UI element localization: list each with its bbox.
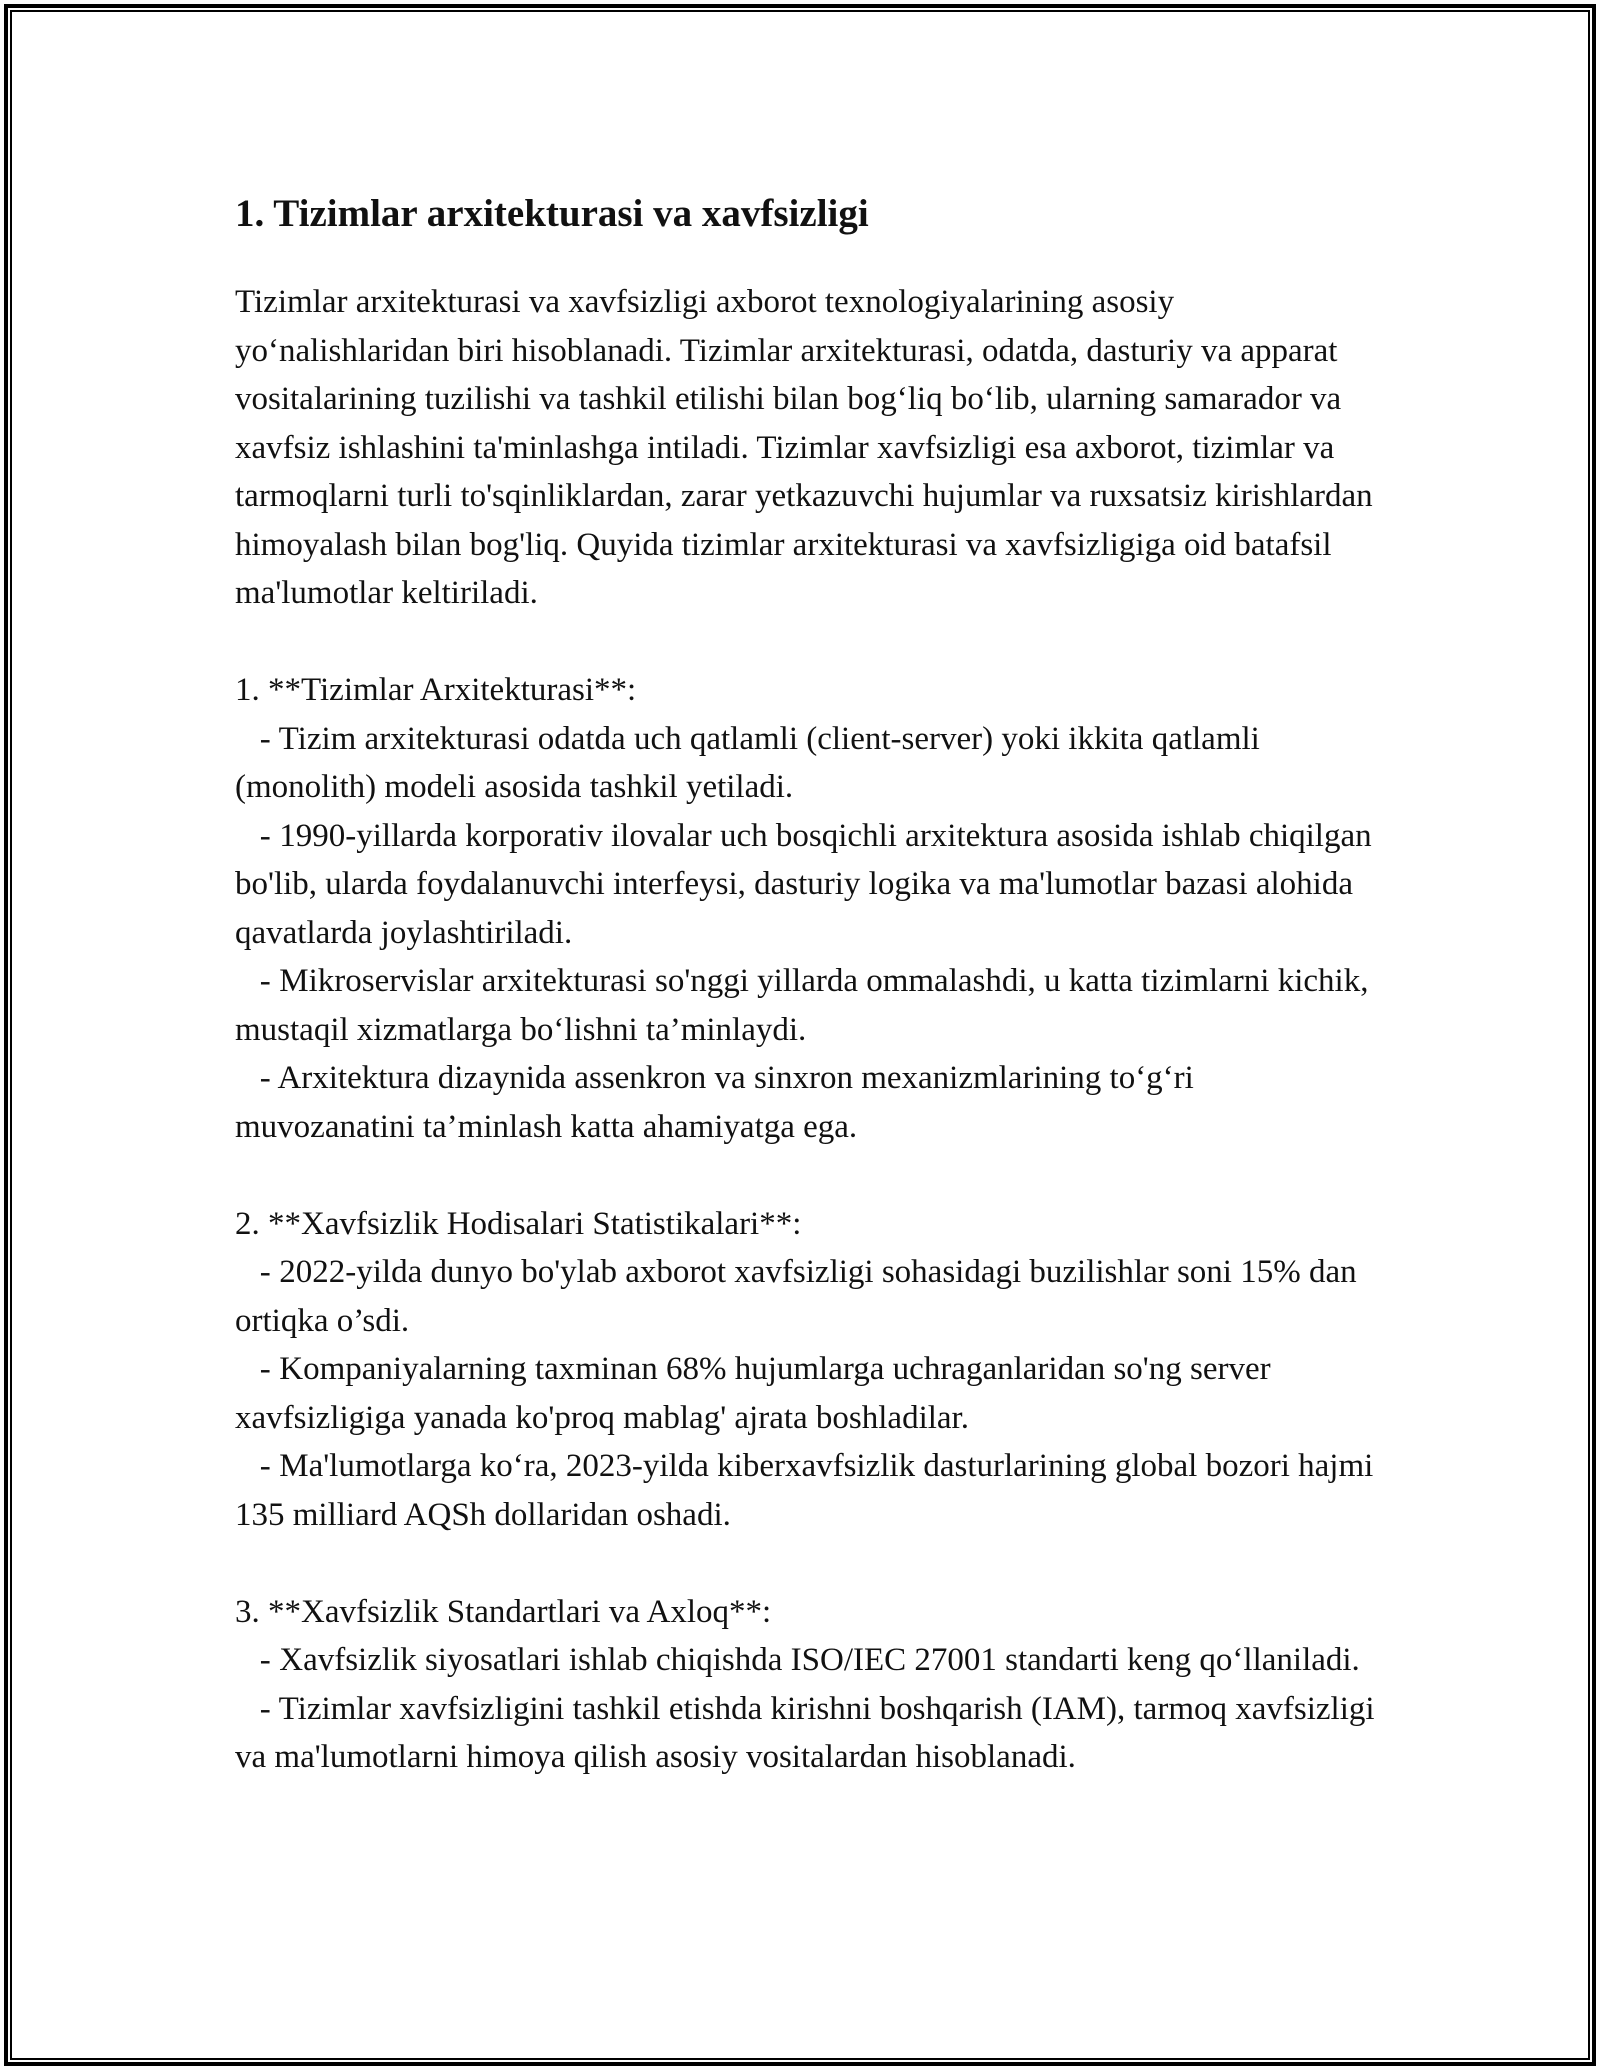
section-heading: 2. **Xavfsizlik Hodisalari Statistikalari**: [235,1205,802,1242]
section-statistics [235,1200,1375,1540]
intro-paragraph: Tizimlar arxitekturasi va xavfsizligi axborot texnologiyalarining asosiy yo‘nalishlaridan biri hisoblanadi. Tizimlar arxitekturasi, odatda, dasturiy va apparat vositalarining tuzilishi va tashkil etilishi bilan bog‘liq bo‘lib, ularning samarador va xavfsiz ishlashini ta'minlashga intiladi. Tizimlar xavfsizligi esa axborot, tizimlar va tarmoqlarni turli to'sqinliklardan, zarar yetkazuvchi hujumlar va ruxsatsiz kirishlardan himoyalash bilan bog'liq. Quyida tizimlar arxitekturasi va xavfsizligiga oid batafsil ma'lumotlar keltiriladi. [235,284,1373,611]
list-item: - Ma'lumotlarga ko‘ra, 2023-yilda kiberxavfsizlik dasturlarining global bozori hajmi 135 milliard AQSh dollaridan oshadi. [235,1448,1374,1533]
section-architecture [235,666,1375,1151]
list-item: - Tizimlar xavfsizligini tashkil etishda kirishni boshqarish (IAM), tarmoq xavfsizligi va ma'lumotlarni himoya qilish asosiy vositalardan hisoblanadi. [235,1690,1375,1775]
section-heading: 3. **Xavfsizlik Standartlari va Axloq**: [235,1593,772,1630]
list-item: - Mikroservislar arxitekturasi so'nggi yillarda ommalashdi, u katta tizimlarni kichik, mustaqil xizmatlarga bo‘lishni ta’minlaydi. [235,963,1369,1048]
list-item: - Xavfsizlik siyosatlari ishlab chiqishda ISO/IEC 27001 standarti keng qo‘llaniladi. [235,1642,1360,1678]
section-standards [235,1588,1375,1782]
list-item: - Kompaniyalarning taxminan 68% hujumlarga uchraganlaridan so'ng server xavfsizligiga yanada ko'proq mablag' ajrata boshladilar. [235,1351,1271,1436]
list-item: - Arxitektura dizaynida assenkron va sinxron mexanizmlarining to‘g‘ri muvozanatini ta’minlash katta ahamiyatga ega. [235,1060,1194,1145]
section-heading: 1. **Tizimlar Arxitekturasi**: [235,672,637,708]
list-item: - 2022-yilda dunyo bo'ylab axborot xavfsizligi sohasidagi buzilishlar soni 15% dan ortiqka o’sdi. [235,1254,1357,1339]
list-item: - Tizim arxitekturasi odatda uch qatlamli (client-server) yoki ikkita qatlamli (monolith) modeli asosida tashkil yetiladi. [235,720,1260,805]
document-title: 1. Tizimlar arxitekturasi va xavfsizligi [235,192,869,235]
document-body [235,188,1375,1782]
list-item: - 1990-yillarda korporativ ilovalar uch bosqichli arxitektura asosida ishlab chiqilgan bo'lib, ularda foydalanuvchi interfeysi, dasturiy logika va ma'lumotlar bazasi alohida qavatlarda joylashtiriladi. [235,817,1372,951]
